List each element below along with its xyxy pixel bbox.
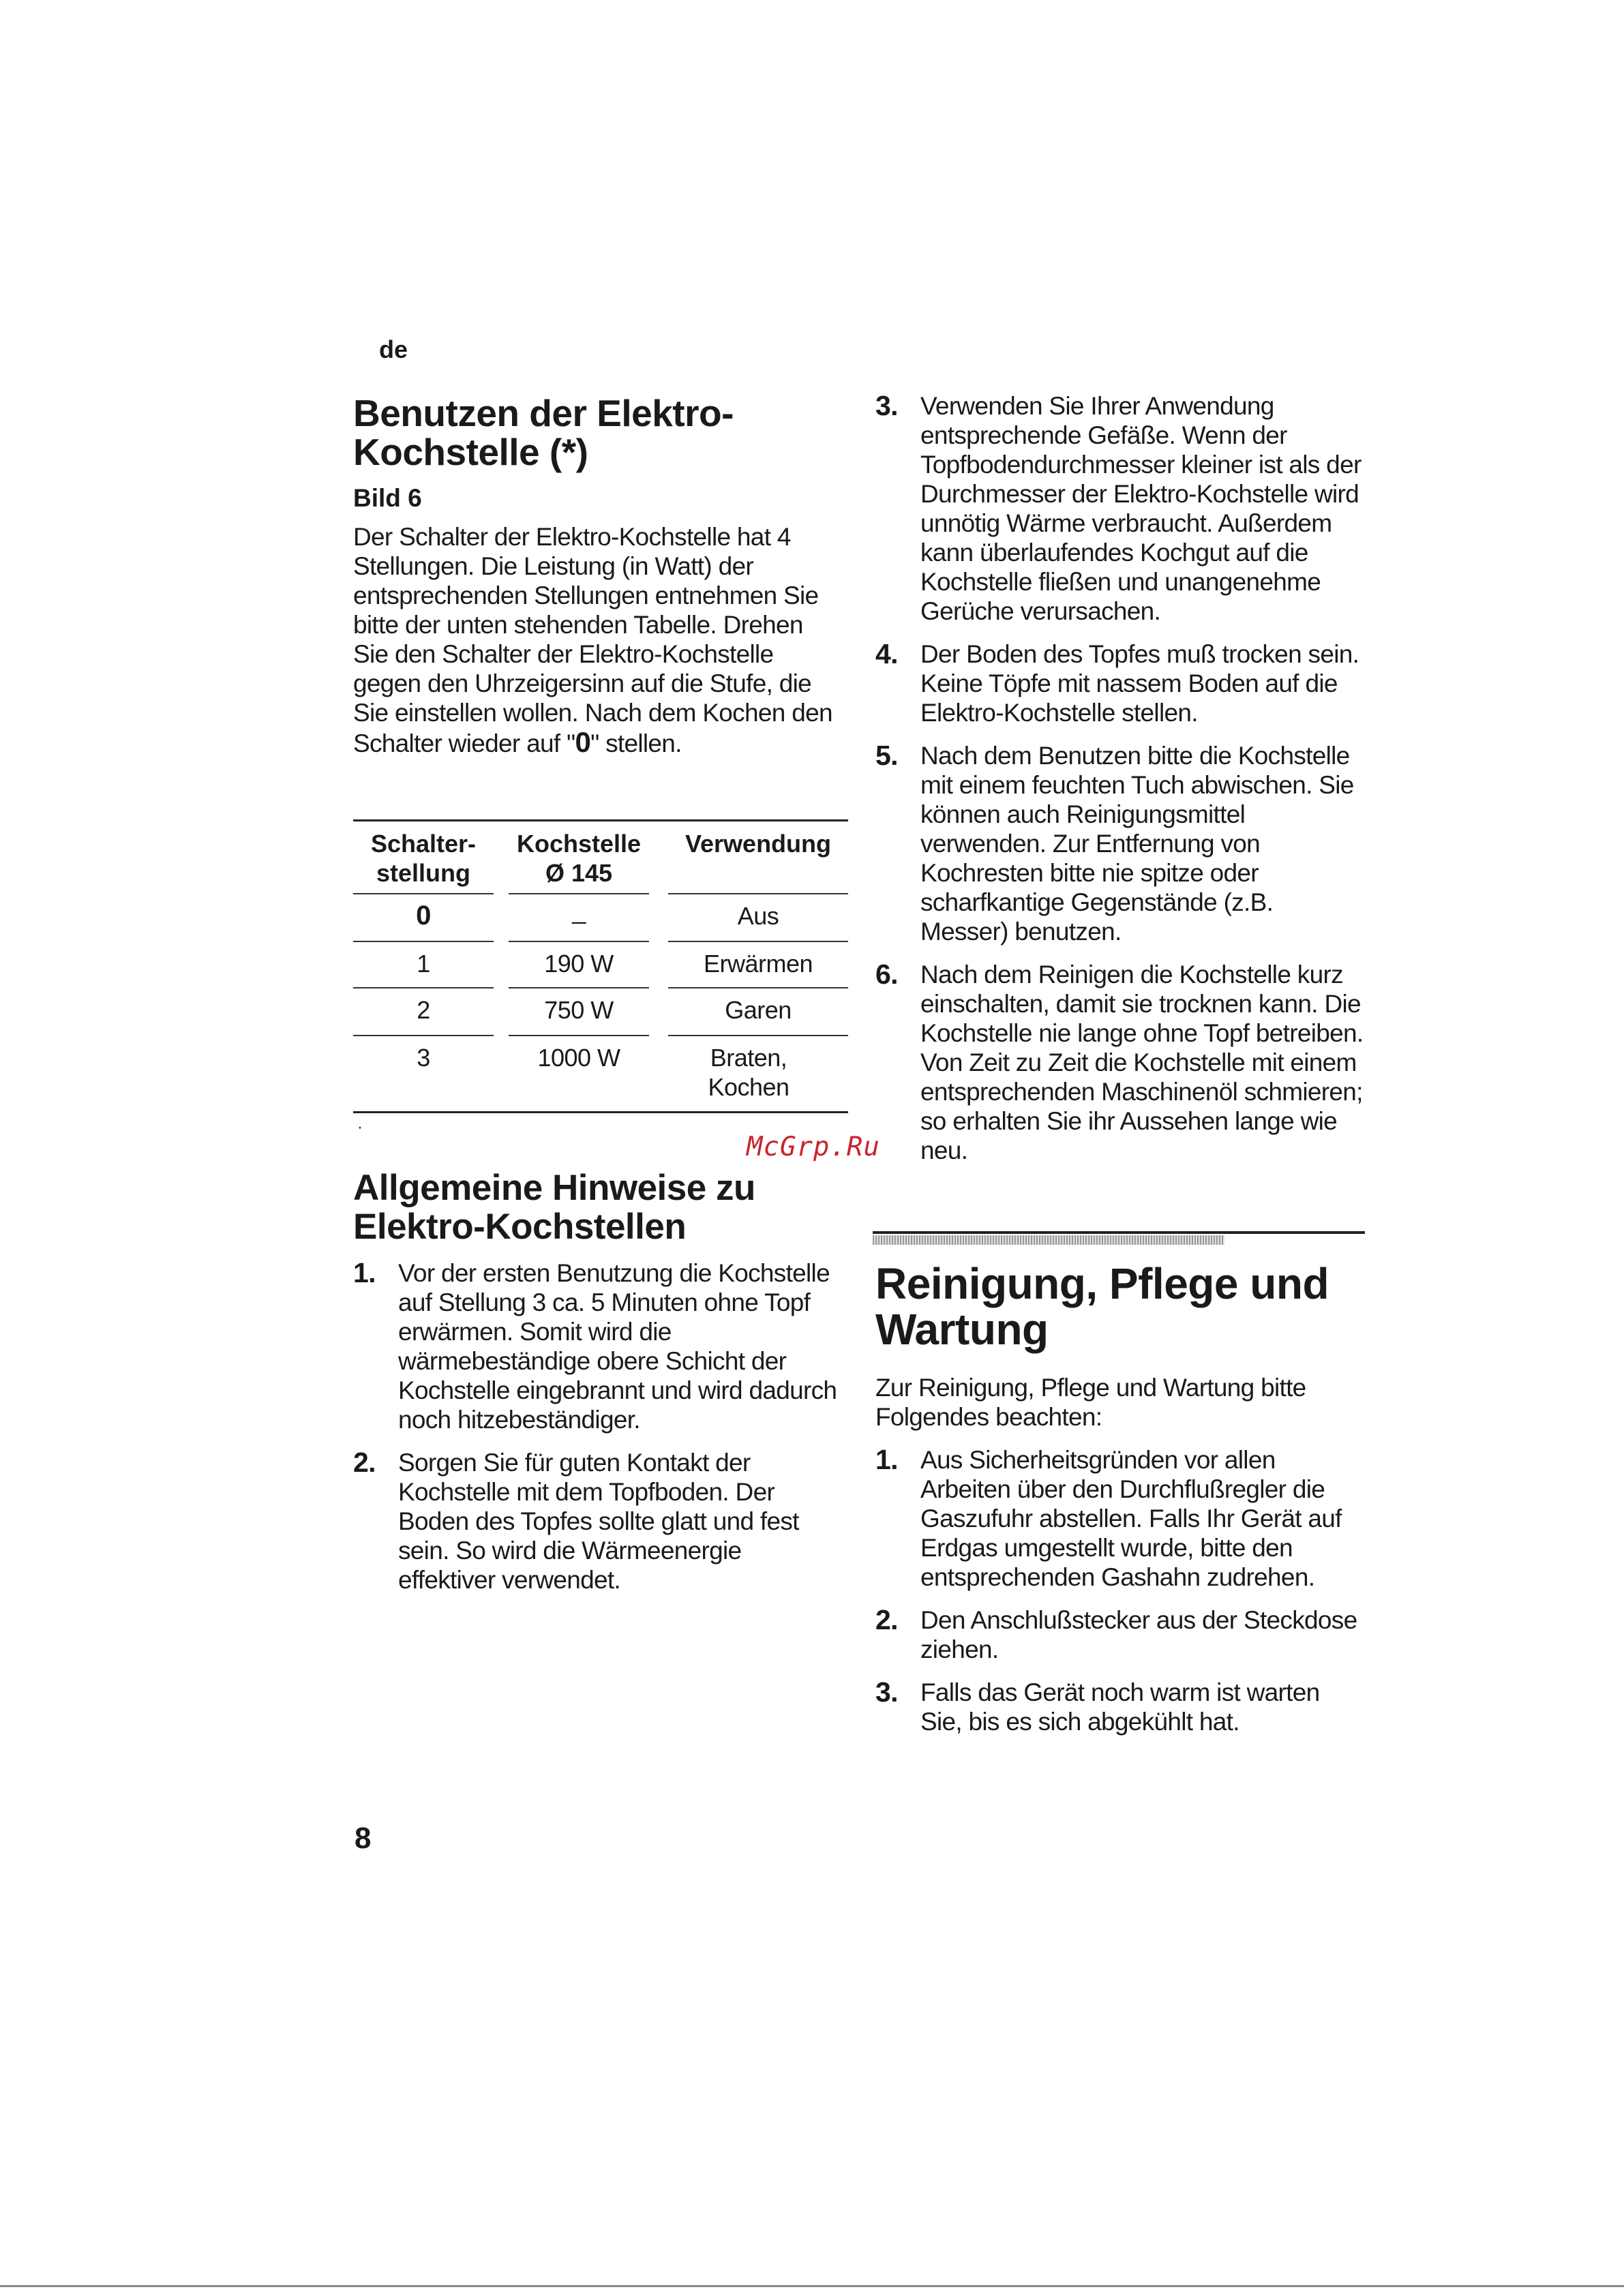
page-number: 8 [355, 1822, 372, 1855]
table-divider [509, 1035, 649, 1036]
list-text: Der Boden des Topfes muß trocken sein. Keine Töpfe mit nassem Boden auf die Elektro-Kochstelle stellen. [920, 640, 1359, 727]
list-text: Verwenden Sie Ihrer Anwendung entsprechende Gefäße. Wenn der Topfbodendurchmesser kleiner ist als der Durchmesser der Elektro-Kochstelle wird unnötig Wärme verbraucht. Außerdem kann überlaufendes Kochgut auf die Kochstelle fließen und unangenehme Gerüche verursachen. [920, 392, 1362, 625]
stray-dot: · [357, 1118, 363, 1136]
table-divider [509, 987, 649, 988]
intro-end: " stellen. [590, 729, 682, 757]
separator-hatch [873, 1235, 1224, 1245]
separator-line [873, 1231, 1365, 1234]
list-item [875, 1605, 1366, 1664]
table-top-rule [353, 819, 848, 821]
list-text: Vor der ersten Benutzung die Kochstelle auf Stellung 3 ca. 5 Minuten ohne Topf erwärmen. Somit wird die wärmebeständige obere Schicht der Kochstelle eingebrannt und wird dadurch noch hitzebeständiger. [398, 1259, 837, 1434]
table-divider [668, 893, 848, 894]
list-item [875, 1445, 1366, 1592]
list-text: Aus Sicherheitsgründen vor allen Arbeiten über den Durchflußregler die Gaszufuhr abstellen. Falls Ihr Gerät auf Erdgas umgestellt wurde, bitte den entsprechenden Gashahn zudrehen. [920, 1446, 1342, 1591]
table-cell: Braten, Kochen [708, 1044, 790, 1101]
list-item [875, 960, 1366, 1165]
section-heading-elektro-kochstelle: Benutzen der Elektro-Kochstelle (*) [353, 392, 734, 473]
table-cell: Garen [725, 996, 792, 1024]
section-heading-reinigung: Reinigung, Pflege und Wartung [875, 1259, 1329, 1354]
list-text: Den Anschlußstecker aus der Steckdose ziehen. [920, 1606, 1357, 1663]
table-divider [668, 1035, 848, 1036]
table-divider [509, 941, 649, 942]
table-cell: 1 [417, 950, 430, 978]
table-cell: 2 [417, 996, 430, 1024]
list-number: 3. [875, 1676, 898, 1708]
language-label: de [379, 335, 408, 363]
table-divider [668, 941, 848, 942]
table-divider [353, 941, 494, 942]
table-cell: 750 W [544, 996, 614, 1024]
list-number: 2. [875, 1604, 898, 1635]
list-number: 3. [875, 390, 898, 421]
figure-reference: Bild 6 [353, 484, 422, 512]
list-text: Sorgen Sie für guten Kontakt der Kochstelle mit dem Topfboden. Der Boden des Topfes sollte glatt und fest sein. So wird die Wärmeenergie effektiver verwendet. [398, 1449, 799, 1594]
intro-zero: 0 [575, 726, 591, 758]
intro-text: Der Schalter der Elektro-Kochstelle hat 4 Stellungen. Die Leistung (in Watt) der entsprechenden Stellungen entnehmen Sie bitte der unten stehenden Tabelle. Drehen Sie den Schalter der Elektro-Kochstelle gegen den Uhrzeigersinn auf die Stufe, die Sie einstellen wollen. Nach dem Kochen den Schalter wieder auf " [353, 523, 832, 757]
reinigung-intro: Zur Reinigung, Pflege und Wartung bitte Folgendes beachten: [875, 1374, 1306, 1431]
table-cell: _ [572, 896, 586, 924]
list-text: Nach dem Benutzen bitte die Kochstelle mit einem feuchten Tuch abwischen. Sie können auch Reinigungsmittel verwenden. Zur Entfernung von Kochresten bitte nie spitze oder scharfkantige Gegenstände (z.B. Messer) benutzen. [920, 742, 1354, 946]
list-number: 2. [353, 1447, 376, 1478]
list-text: Nach dem Reinigen die Kochstelle kurz einschalten, damit sie trocknen kann. Die Kochstelle nie lange ohne Topf betreiben. Von Zeit zu Zeit die Kochstelle mit einem entsprechenden Maschinenöl schmieren; so erhalten Sie ihr Aussehen lange wie neu. [920, 961, 1364, 1164]
list-item [875, 1678, 1366, 1736]
table-bottom-rule [353, 1111, 848, 1113]
table-divider [353, 987, 494, 988]
table-cell: 1000 W [537, 1044, 620, 1072]
table-cell: Erwärmen [703, 950, 813, 978]
table-header-kochstelle: Kochstelle Ø 145 [516, 830, 642, 887]
hints-list-right [875, 391, 1366, 1179]
list-item [353, 1448, 844, 1595]
table-divider [668, 987, 848, 988]
list-number: 1. [353, 1257, 376, 1288]
table-divider [353, 1035, 494, 1036]
table-divider [509, 893, 649, 894]
table-cell: 3 [417, 1044, 430, 1072]
list-text: Falls das Gerät noch warm ist warten Sie, bis es sich abgekühlt hat. [920, 1678, 1320, 1736]
reinigung-list [875, 1445, 1366, 1750]
table-cell: Aus [737, 902, 779, 930]
list-number: 5. [875, 740, 898, 771]
section-heading-allgemeine-hinweise: Allgemeine Hinweise zu Elektro-Kochstellen [353, 1168, 755, 1247]
table-header-schalterstellung: Schalter-stellung [370, 830, 477, 887]
table-cell: 190 W [544, 950, 614, 978]
list-number: 6. [875, 958, 898, 990]
list-item [875, 391, 1366, 626]
table-cell: 0 [416, 901, 431, 931]
watermark: McGrp.Ru [747, 1132, 880, 1162]
section-separator [873, 1231, 1365, 1246]
list-number: 4. [875, 638, 898, 669]
hints-list-left [353, 1258, 844, 1608]
list-item [875, 741, 1366, 946]
list-item [353, 1258, 844, 1434]
page-bottom-edge [0, 2285, 1624, 2287]
intro-paragraph [353, 522, 844, 758]
table-divider [353, 893, 494, 894]
table-header-verwendung: Verwendung [685, 830, 832, 858]
list-item [875, 639, 1366, 727]
list-number: 1. [875, 1444, 898, 1475]
